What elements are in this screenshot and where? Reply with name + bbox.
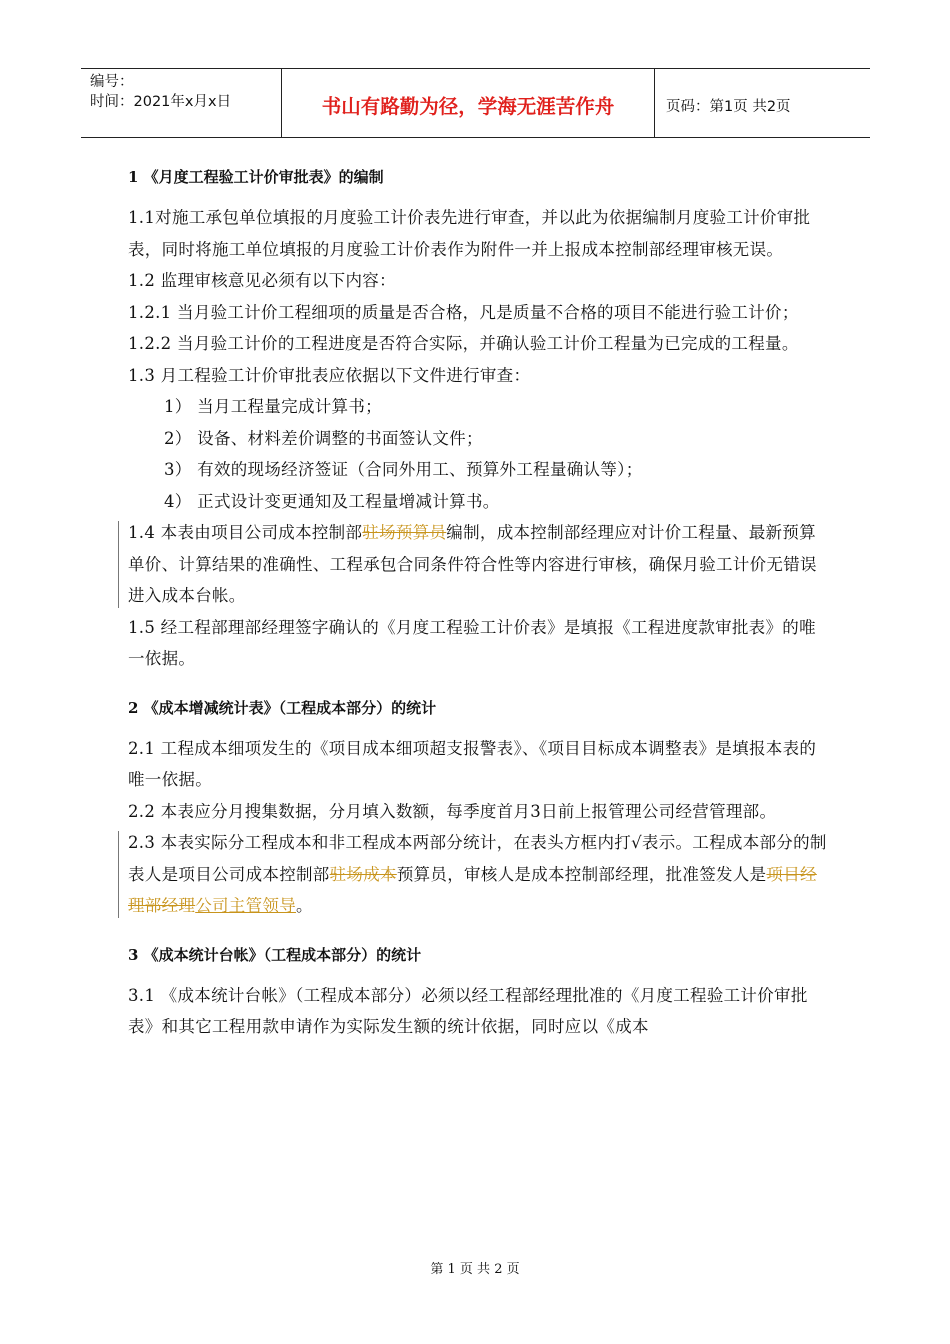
- list-item-2: 2） 设备、材料差价调整的书面签认文件；: [164, 428, 483, 448]
- paragraph-1-2-2: 1.2.2 当月验工计价的工程进度是否符合实际，并确认验工计价工程量为已完成的工程量。: [128, 334, 799, 353]
- inserted-text: 公司主管领导: [195, 896, 297, 915]
- list-item-1: 1） 当月工程量完成计算书；: [164, 397, 382, 416]
- paragraph-2-3-middle: 预算员，审核人是成本控制部经理，批准签发人是: [396, 864, 767, 884]
- deleted-text: 项目经理部经理: [128, 864, 817, 915]
- list-item-3: 3） 有效的现场经济签证（合同外用工、预算外工程量确认等）；: [164, 460, 643, 479]
- document-number-label: 编号：: [90, 74, 134, 90]
- paragraph-1-4-text: 1.4 本表由项目公司成本控制部: [128, 523, 363, 542]
- document-time-label: 时间：2021年x月x日: [90, 94, 232, 110]
- paragraph-2-3: [128, 827, 828, 922]
- paragraph-2-2: 2.2 本表应分月搜集数据，分月填入数额，每季度首月3日前上报管理公司经营管理部。: [128, 801, 777, 821]
- deleted-text: 驻场成本: [329, 864, 397, 884]
- header-slogan: 书山有路勤为径，学海无涯苦作舟: [282, 69, 655, 137]
- page-footer: 第 1 页 共 2 页: [430, 1262, 520, 1277]
- header-page-number: 页码：第1页 共2页: [666, 98, 791, 115]
- paragraph-1-3: 1.3 月工程验工计价审批表应依据以下文件进行审查：: [128, 365, 531, 385]
- section-1-heading: 1 《月度工程验工计价审批表》的编制: [128, 168, 384, 186]
- document-body: [128, 166, 828, 1043]
- section-2-heading: 2 《成本增减统计表》（工程成本部分）的统计: [128, 698, 437, 717]
- deleted-text: 驻场预算员: [362, 523, 447, 542]
- paragraph-2-3-text: 2.3 本表实际分工程成本和非工程成本两部分统计，在表头方框内打√表示。工程成本部分的制表人是项目公司成本控制部: [128, 833, 827, 884]
- list-item-4: 4） 正式设计变更通知及工程量增减计算书。: [164, 491, 500, 511]
- paragraph-2-1: 2.1 工程成本细项发生的《项目成本细项超支报警表》、《项目目标成本调整表》是填报本表的唯一依据。: [128, 738, 817, 789]
- paragraph-1-1: 1.1对施工承包单位填报的月度验工计价表先进行审查，并以此为依据编制月度验工计价审批表，同时将施工单位填报的月度验工计价表作为附件一并上报成本控制部经理审核无误。: [128, 208, 811, 259]
- paragraph-1-2: 1.2 监理审核意见必须有以下内容：: [128, 271, 396, 290]
- paragraph-1-4: [128, 517, 828, 612]
- page-header: [81, 68, 870, 138]
- paragraph-1-5: 1.5 经工程部理部经理签字确认的《月度工程验工计价表》是填报《工程进度款审批表》的唯一依据。: [128, 617, 816, 668]
- paragraph-3-1: 3.1 《成本统计台帐》（工程成本部分）必须以经工程部经理批准的《月度工程验工计价审批表》和其它工程用款申请作为实际发生额的统计依据，同时应以《成本: [128, 985, 808, 1036]
- paragraph-1-2-1: 1.2.1 当月验工计价工程细项的质量是否合格，凡是质量不合格的项目不能进行验工计价；: [128, 302, 799, 322]
- paragraph-2-3-end: 。: [296, 896, 313, 915]
- section-3-heading: 3 《成本统计台帐》（工程成本部分）的统计: [128, 945, 422, 964]
- header-meta: [81, 69, 282, 137]
- paragraph-1-4-rest: 编制，成本控制部经理应对计价工程量、最新预算单价、计算结果的准确性、工程承包合同条件符合性等内容进行审核，确保月验工计价无错误进入成本台帐。: [128, 523, 817, 605]
